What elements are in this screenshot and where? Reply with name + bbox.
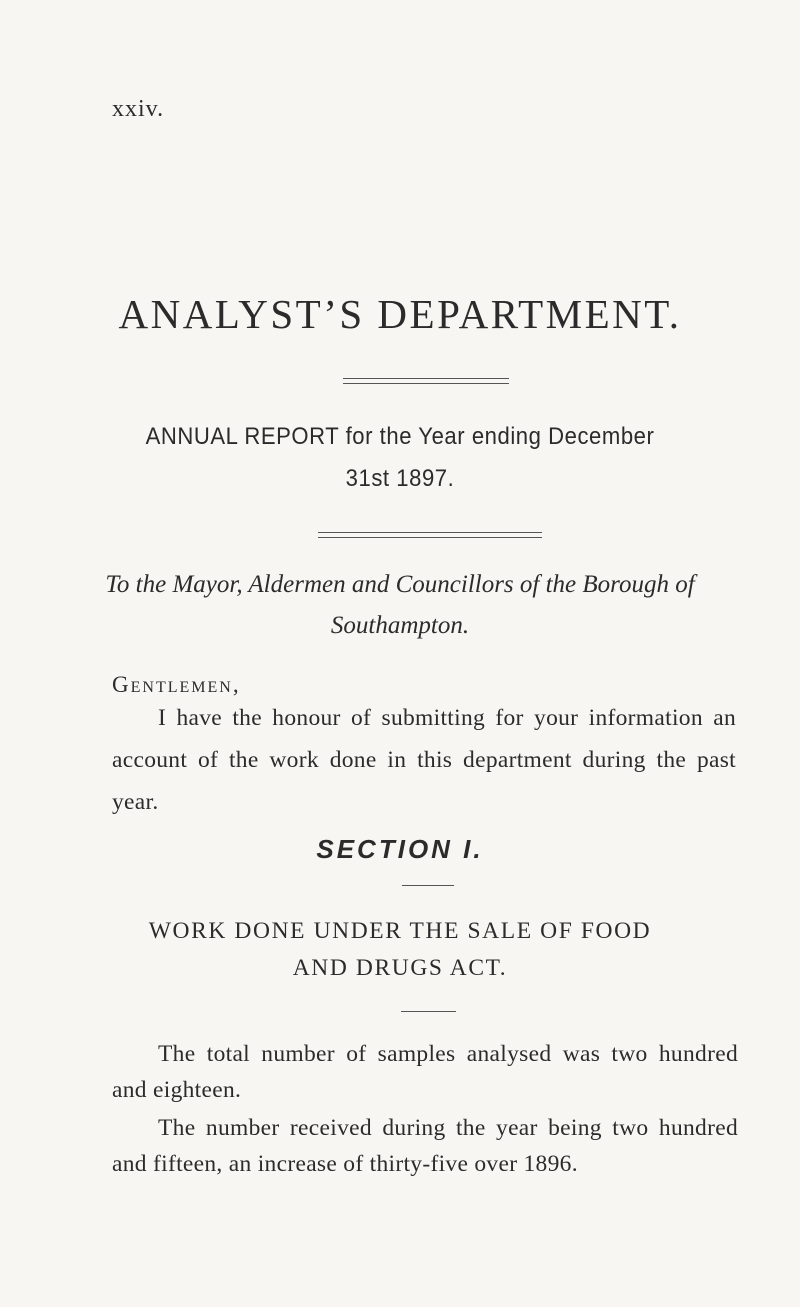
intro-line-3: year. xyxy=(112,789,159,815)
samples-paragraph xyxy=(112,1036,738,1108)
section-title: SECTION I. xyxy=(316,834,484,864)
section-heading-line-1: WORK DONE UNDER THE SALE OF FOOD xyxy=(148,918,652,944)
short-rule-divider xyxy=(402,885,454,886)
received-line-1: The number received during the year being two hundred xyxy=(158,1115,738,1141)
double-rule-divider xyxy=(343,378,509,384)
section-heading-line-2: AND DRUGS ACT. xyxy=(292,955,508,981)
address-line-1: To the Mayor, Aldermen and Councillors of the Borough of xyxy=(105,571,695,598)
salutation: Gentlemen, xyxy=(112,672,241,697)
received-paragraph xyxy=(112,1110,738,1182)
report-title-line-2: 31st 1897. xyxy=(345,465,455,492)
department-title: ANALYST’S DEPARTMENT. xyxy=(118,291,682,337)
samples-line-1: The total number of samples analysed was two hundred xyxy=(158,1041,738,1067)
intro-line-1: I have the honour of submitting for your information an xyxy=(158,705,736,731)
received-line-2: and fifteen, an increase of thirty-five over 1896. xyxy=(112,1151,578,1177)
double-rule-divider xyxy=(318,532,542,538)
short-rule-divider xyxy=(401,1011,456,1012)
samples-line-2: and eighteen. xyxy=(112,1077,242,1103)
intro-line-2: account of the work done in this department during the past xyxy=(112,747,736,773)
page-number: xxiv. xyxy=(112,96,165,122)
report-title-line-1: ANNUAL REPORT for the Year ending December xyxy=(145,423,655,450)
address-line-2: Southampton. xyxy=(330,612,470,639)
intro-paragraph xyxy=(112,697,736,823)
